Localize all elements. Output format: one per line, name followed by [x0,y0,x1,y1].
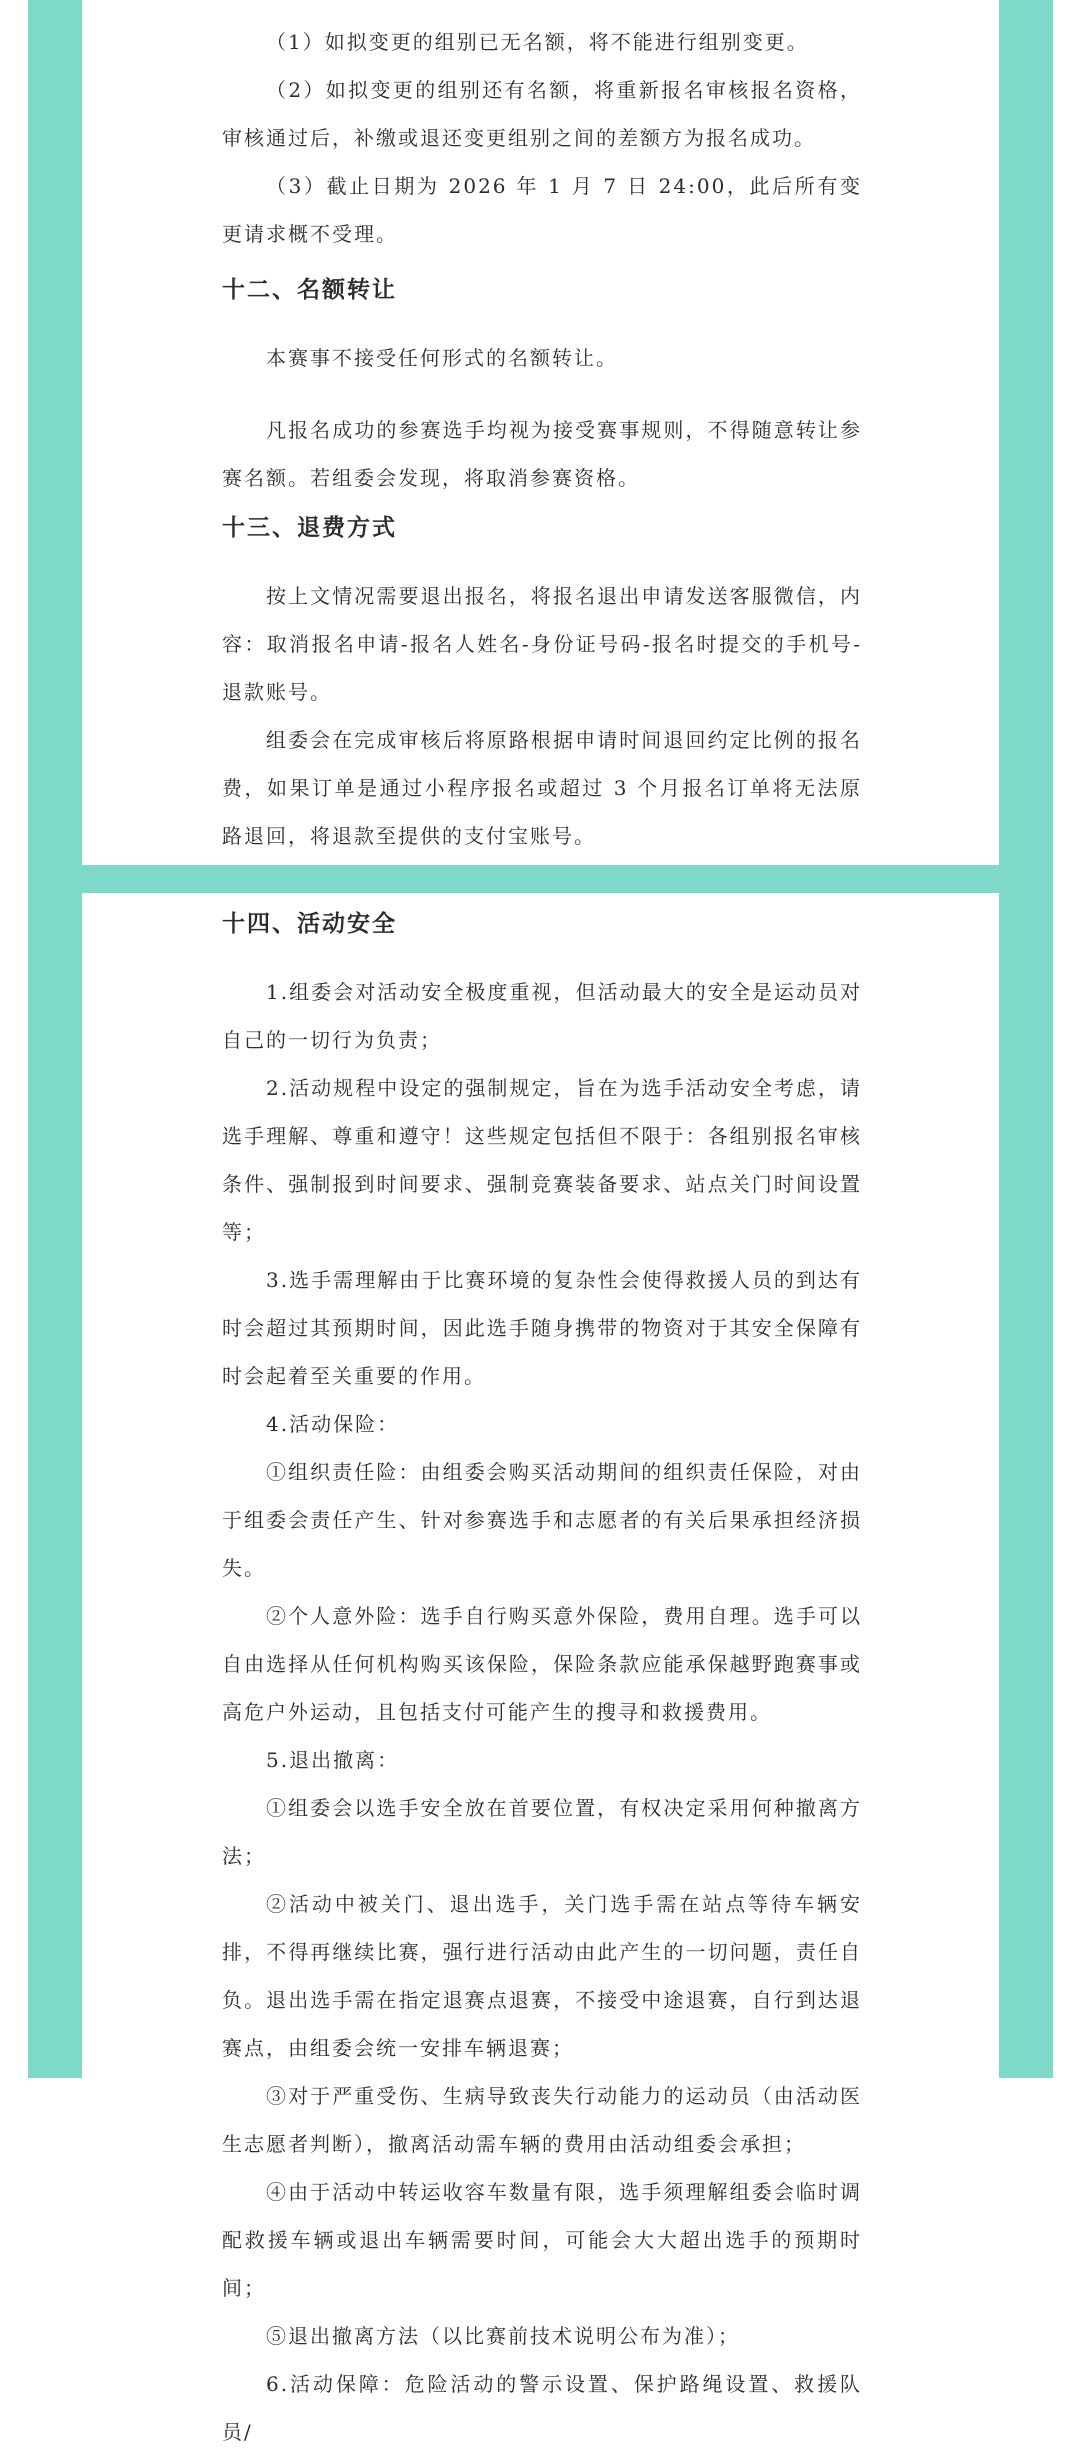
safety-item: 3.选手需理解由于比赛环境的复杂性会使得救援人员的到达有时会超过其预期时间，因此选手随身携带的物资对于其安全保障有时会起着至关重要的作用。 [222,1268,862,1388]
change-rule-1: （1）如拟变更的组别已无名额，将不能进行组别变更。 [266,30,809,54]
safety-item: ②活动中被关门、退出选手，关门选手需在站点等待车辆安排，不得再继续比赛，强行进行活动由此产生的一切问题，责任自负。退出选手需在指定退赛点退赛，不接受中途退赛，自行到达退赛点，由组委会统一安排车辆退赛； [222,1892,862,2060]
safety-item: 6.活动保障：危险活动的警示设置、保护路绳设置、救援队员/ [222,2372,862,2444]
refund-text-2: 组委会在完成审核后将原路根据申请时间退回约定比例的报名费，如果订单是通过小程序报名或超过 3 个月报名订单将无法原路退回，将退款至提供的支付宝账号。 [222,728,862,848]
safety-item: 2.活动规程中设定的强制规定，旨在为选手活动安全考虑，请选手理解、尊重和遵守！这些规定包括但不限于：各组别报名审核条件、强制报到时间要求、强制竞赛装备要求、站点关门时间设置等； [222,1076,862,1244]
refund-text-1: 按上文情况需要退出报名，将报名退出申请发送客服微信，内容：取消报名申请-报名人姓名-身份证号码-报名时提交的手机号-退款账号。 [222,584,862,704]
section-heading-quota-transfer: 十二、名额转让 [222,276,397,303]
quota-transfer-text-2: 凡报名成功的参赛选手均视为接受赛事规则，不得随意转让参赛名额。若组委会发现，将取消参赛资格。 [222,418,862,490]
lower-card-text [222,898,862,2456]
teal-card-divider [28,865,1053,893]
quota-transfer-text-1: 本赛事不接受任何形式的名额转让。 [266,346,618,370]
section-heading-safety: 十四、活动安全 [222,910,397,937]
safety-item: 5.退出撤离： [266,1748,400,1772]
safety-item: ①组织责任险：由组委会购买活动期间的组织责任保险，对由于组委会责任产生、针对参赛选手和志愿者的有关后果承担经济损失。 [222,1460,862,1580]
safety-item: ②个人意外险：选手自行购买意外保险，费用自理。选手可以自由选择从任何机构购买该保险，保险条款应能承保越野跑赛事或高危户外运动，且包括支付可能产生的搜寻和救援费用。 [222,1604,862,1724]
safety-item: 1.组委会对活动安全极度重视，但活动最大的安全是运动员对自己的一切行为负责； [222,980,862,1052]
change-rule-2: （2）如拟变更的组别还有名额，将重新报名审核报名资格，审核通过后，补缴或退还变更组别之间的差额方为报名成功。 [222,78,862,150]
safety-item: ⑤退出撤离方法（以比赛前技术说明公布为准）； [266,2324,740,2348]
section-heading-refund: 十三、退费方式 [222,514,397,541]
safety-item: ①组委会以选手安全放在首要位置，有权决定采用何种撤离方法； [222,1796,862,1868]
safety-item: ④由于活动中转运收容车数量有限，选手须理解组委会临时调配救援车辆或退出车辆需要时间，可能会大大超出选手的预期时间； [222,2180,862,2300]
safety-item: ③对于严重受伤、生病导致丧失行动能力的运动员（由活动医生志愿者判断），撤离活动需车辆的费用由活动组委会承担； [222,2084,862,2156]
upper-card-text [222,18,862,860]
teal-border-right [999,0,1053,2078]
change-rule-3: （3）截止日期为 2026 年 1 月 7 日 24:00，此后所有变更请求概不受理。 [222,174,862,246]
safety-item: 4.活动保险： [266,1412,400,1436]
teal-border-left [28,0,82,2078]
